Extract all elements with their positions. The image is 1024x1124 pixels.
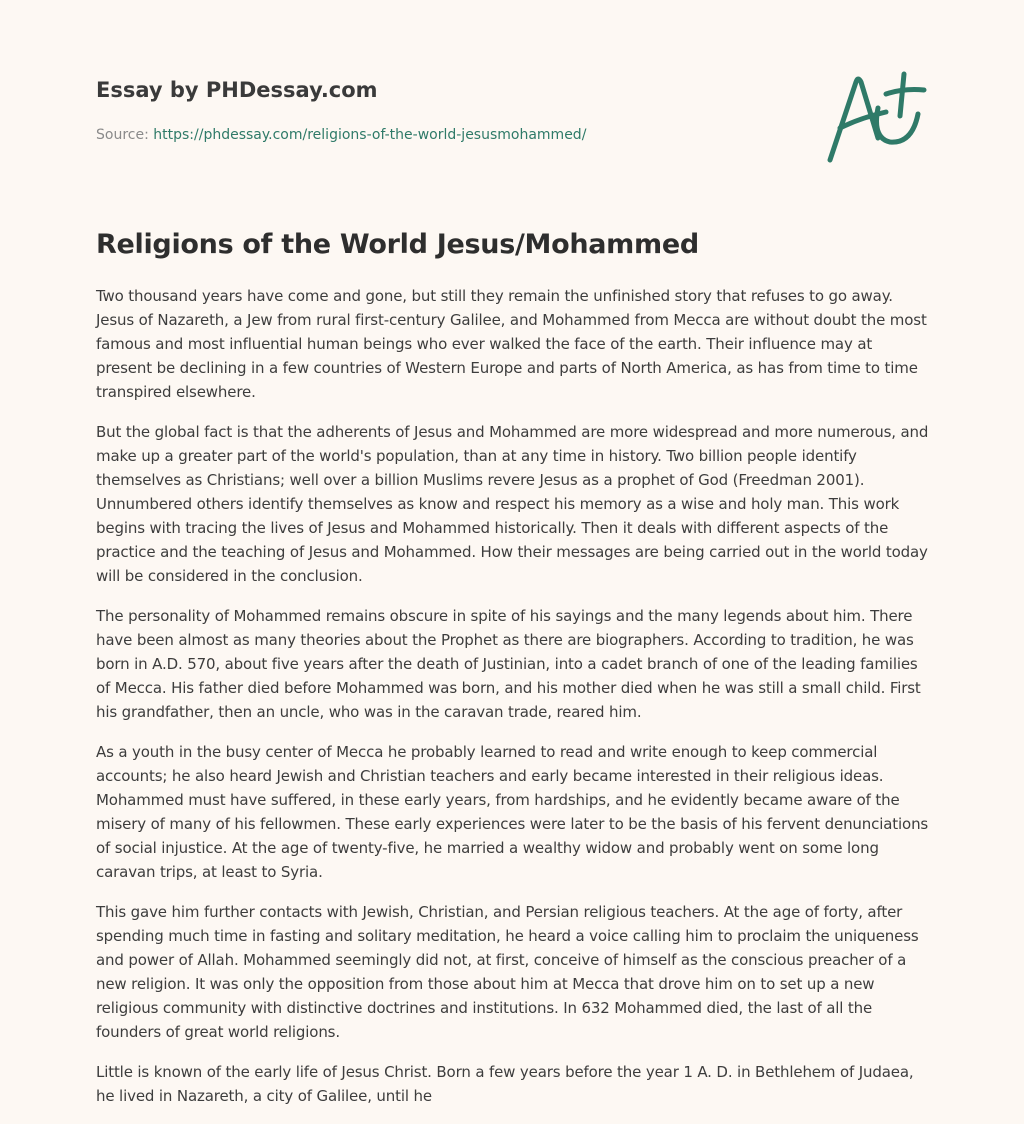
essay-paragraph: Two thousand years have come and gone, but still they remain the unfinished story that refuses to go away. Jesus of Nazareth, a Jew from rural first-century Galilee, and Mohammed from Mecca are without doubt the most famous and most influential human beings who ever walked the face of the earth. Their influence may at present be declining in a few countries of Western Europe and parts of North America, as has from time to time transpired elsewhere. [96, 287, 927, 401]
essay-paragraph: This gave him further contacts with Jewish, Christian, and Persian religious teachers. At the age of forty, after spending much time in fasting and solitary meditation, he heard a voice calling him to proclaim the uniqueness and power of Allah. Mohammed seemingly did not, at first, conceive of himself as the conscious preacher of a new religion. It was only the opposition from those about him at Mecca that drove him on to set up a new religious community with distinctive doctrines and institutions. In 632 Mohammed died, the last of all the founders of great world religions. [96, 903, 919, 1041]
essay-paragraph: As a youth in the busy center of Mecca he probably learned to read and write enough to keep commercial accounts; he also heard Jewish and Christian teachers and early became interested in their religious ideas. Mohammed must have suffered, in these early years, from hardships, and he evidently became aware of the misery of many of his fellowmen. These early experiences were later to be the basis of his fervent denunciations of social injustice. At the age of twenty-five, he married a wealthy widow and probably went on some long caravan trips, at least to Syria. [96, 743, 929, 881]
essay-body [96, 284, 932, 1124]
source-link[interactable]: https://phdessay.com/religions-of-the-world-jesusmohammed/ [153, 127, 587, 143]
brand-title: Essay by PHDessay.com [96, 78, 378, 102]
page-header [96, 76, 716, 144]
source-line [96, 126, 716, 144]
essay-title: Religions of the World Jesus/Mohammed [96, 229, 699, 260]
essay-paragraph: Little is known of the early life of Jesus Christ. Born a few years before the year 1 A. D. in Bethlehem of Judaea, he lived in Nazareth, a city of Galilee, until he [96, 1063, 914, 1105]
a-plus-logo-icon [820, 68, 930, 168]
essay-paragraph: The personality of Mohammed remains obscure in spite of his sayings and the many legends about him. There have been almost as many theories about the Prophet as there are biographers. According to tradition, he was born in A.D. 570, about five years after the death of Justinian, into a cadet branch of one of the leading families of Mecca. His father died before Mohammed was born, and his mother died when he was still a small child. First his grandfather, then an uncle, who was in the caravan trade, reared him. [96, 607, 921, 721]
essay-paragraph: But the global fact is that the adherents of Jesus and Mohammed are more widespread and more numerous, and make up a greater part of the world's population, than at any time in history. Two billion people identify themselves as Christians; well over a billion Muslims revere Jesus as a prophet of God (Freedman 2001). Unnumbered others identify themselves as know and respect his memory as a wise and holy man. This work begins with tracing the lives of Jesus and Mohammed historically. Then it deals with different aspects of the practice and the teaching of Jesus and Mohammed. How their messages are being carried out in the world today will be considered in the conclusion. [96, 423, 929, 585]
source-label: Source: [96, 127, 149, 143]
